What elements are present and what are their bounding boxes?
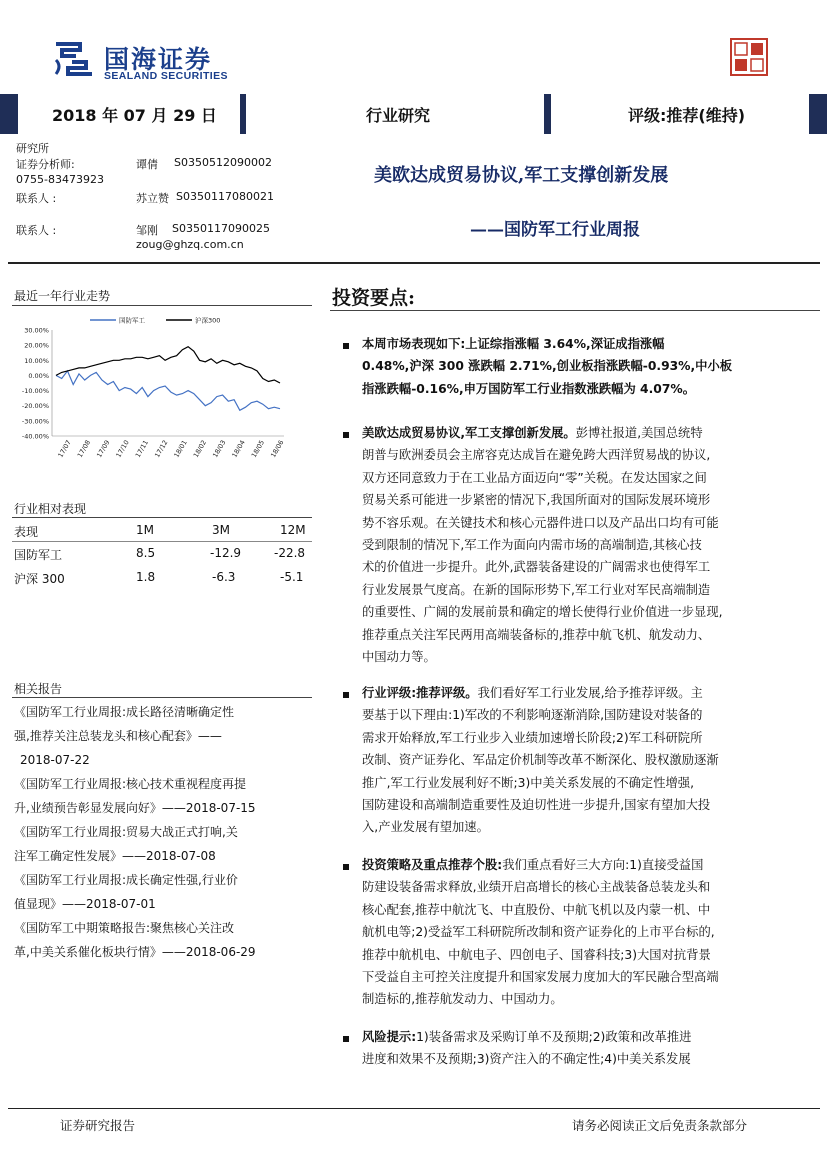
analyst-3-id: S0350117090025 <box>172 222 270 235</box>
perf-header-rule <box>12 541 312 542</box>
x-tick-label: 17/09 <box>95 438 112 459</box>
point-risk-lead: 风险提示: <box>362 1030 417 1044</box>
point-market: 本周市场表现如下:上证综指涨幅 3.64%,深证成指涨幅 0.48%,沪深 300 涨跌幅 2.71%,创业板指涨跌幅-0.93%,中小板 指涨跌幅-0.16%,申万国防军工行业指数涨跌幅为 4.07%。 <box>362 337 733 396</box>
y-tick-label: 10.00% <box>24 356 49 365</box>
y-tick-label: 0.00% <box>28 371 49 380</box>
dept-label: 研究所 <box>16 142 49 155</box>
report-category: 行业研究 <box>366 106 431 125</box>
perf-row-defense-label: 国防军工 <box>14 548 63 562</box>
perf-row-hs300-1m: 1.8 <box>136 570 156 584</box>
legend-label: 国防军工 <box>119 316 145 325</box>
perf-row-hs300-12m: -5.1 <box>280 570 304 584</box>
perf-row-hs300-3m: -6.3 <box>212 570 236 584</box>
key-points-rule <box>330 310 820 311</box>
related-line[interactable]: 《国防军工行业周报:成长确定性强,行业价 <box>14 873 238 887</box>
key-points-title: 投资要点: <box>332 287 416 309</box>
bullet-icon <box>343 864 349 870</box>
point-strategy: 投资策略及重点推荐个股:我们重点看好三大方向:1)直接受益国 防建设装备需求释放,业绩开启高增长的核心主战装备总装龙头和 核心配套,推荐中航沈飞、中直股份、中航飞机以及内蒙一机、中 航机电等;2)受益军工科研院所改制和资产证券化的上市平台标的, 推荐中航机电、中航电子、四创电子、国睿科技;3)大国对抗背景 下受益自主可控关注度提升和国家发展力度加大的军民融合型高端 制造标的,推荐航发动力、中国动力。 <box>362 858 719 1007</box>
perf-row-defense-12m: -22.8 <box>274 546 306 560</box>
x-tick-label: 18/03 <box>211 438 228 459</box>
related-line[interactable]: 《国防军工行业周报:核心技术重视程度再提 <box>14 777 247 791</box>
point-risk: 风险提示:1)装备需求及采购订单不及预期;2)政策和改革推进 进度和效果不及预期;3)资产注入的不确定性;4)中美关系发展 <box>362 1030 692 1067</box>
logo-english-name: SEALAND SECURITIES <box>104 70 228 82</box>
analyst-2-name: 苏立赞 <box>136 192 169 205</box>
y-tick-label: -40.00% <box>21 432 49 441</box>
sealand-logo-icon <box>52 40 96 78</box>
perf-header-1m: 1M <box>136 523 154 537</box>
report-date: 2018 年 07 月 29 日 <box>52 106 217 125</box>
x-tick-label: 18/05 <box>249 438 267 459</box>
industry-trend-chart <box>12 310 312 470</box>
analyst-1-phone: 0755-83473923 <box>16 173 104 186</box>
y-tick-label: -20.00% <box>21 402 49 411</box>
perf-row-hs300-label: 沪深 300 <box>14 572 65 586</box>
x-tick-label: 17/07 <box>56 438 73 459</box>
related-line[interactable]: 《国防军工中期策略报告:聚焦核心关注改 <box>14 921 235 935</box>
perf-row-defense-3m: -12.9 <box>210 546 242 560</box>
footer-divider <box>8 1108 820 1109</box>
analyst-2-role: 联系人 : <box>16 192 57 205</box>
chart-title-rule <box>12 305 312 306</box>
header-divider <box>8 262 820 264</box>
x-tick-label: 17/12 <box>153 438 170 459</box>
bullet-icon <box>343 692 349 698</box>
series-line-沪深300 <box>56 347 280 383</box>
analyst-3-name: 邹刚 <box>136 224 158 237</box>
research-stamp-icon <box>730 38 768 76</box>
logo-chinese-name: 国海证券 <box>104 45 213 74</box>
perf-header-12m: 12M <box>280 523 306 537</box>
point-trade-lead: 美欧达成贸易协议,军工支撑创新发展。 <box>362 426 576 440</box>
footer-disclaimer: 请务必阅读正文后免责条款部分 <box>572 1118 748 1133</box>
point-market-lead: 本周市场表现如下: <box>362 337 466 351</box>
related-line[interactable]: 《国防军工行业周报:成长路径清晰确定性 <box>14 705 235 719</box>
analyst-1-name: 谭倩 <box>136 158 158 171</box>
report-banner <box>0 94 827 134</box>
report-subtitle: ——国防军工行业周报 <box>470 220 640 240</box>
y-tick-label: 30.00% <box>24 326 49 335</box>
perf-header-3m: 3M <box>212 523 230 537</box>
related-line[interactable]: 革,中美关系催化板块行情》——2018-06-29 <box>14 945 256 959</box>
analyst-1-role: 证券分析师: <box>16 158 75 171</box>
bullet-icon <box>343 1036 349 1042</box>
x-tick-label: 17/08 <box>75 438 93 459</box>
bullet-icon <box>343 343 349 349</box>
analyst-1-id: S0350512090002 <box>174 156 272 169</box>
x-tick-label: 18/01 <box>172 438 189 459</box>
series-line-国防军工 <box>56 371 280 410</box>
y-tick-label: -10.00% <box>21 387 49 396</box>
related-line[interactable]: 强,推荐关注总装龙头和核心配套》—— <box>14 729 222 743</box>
x-tick-label: 18/02 <box>191 438 209 459</box>
report-title: 美欧达成贸易协议,军工支撑创新发展 <box>374 165 669 186</box>
report-rating: 评级:推荐(维持) <box>628 106 746 125</box>
perf-top-rule <box>12 517 312 518</box>
related-rule <box>12 697 312 698</box>
chart-section-title: 最近一年行业走势 <box>14 289 111 303</box>
x-tick-label: 17/11 <box>133 438 151 459</box>
point-rating: 行业评级:推荐评级。我们看好军工行业发展,给予推荐评级。主 要基于以下理由:1)军改的不利影响逐渐消除,国防建设对装备的 需求开始释放,军工行业步入业绩加速增长阶段;2)军工科研院所 改制、资产证券化、军品定价机制等改革不断深化、股权激励逐渐 推广,军工行业发展利好不断;3)中美关系发展的不确定性增强, 国防建设和高端制造重要性及迫切性进一步提升,国家有望加大投 入,产业发展有望加速。 <box>362 686 719 835</box>
y-tick-label: 20.00% <box>24 341 49 350</box>
perf-section-title: 行业相对表现 <box>14 502 87 516</box>
related-line[interactable]: 值显现》——2018-07-01 <box>14 897 156 911</box>
analyst-2-id: S0350117080021 <box>176 190 274 203</box>
perf-header-label: 表现 <box>14 525 39 539</box>
analyst-3-role: 联系人 : <box>16 224 57 237</box>
related-line[interactable]: 《国防军工行业周报:贸易大战正式打响,关 <box>14 825 238 839</box>
analyst-3-email[interactable]: zoug@ghzq.com.cn <box>136 238 244 251</box>
related-reports-list <box>14 700 314 964</box>
perf-row-defense-1m: 8.5 <box>136 546 156 560</box>
x-tick-label: 18/04 <box>230 438 247 459</box>
related-section-title: 相关报告 <box>14 682 63 696</box>
x-tick-label: 17/10 <box>114 438 131 459</box>
related-line[interactable]: 升,业绩预告彰显发展向好》——2018-07-15 <box>14 801 256 815</box>
y-tick-label: -30.00% <box>21 417 49 426</box>
point-rating-lead: 行业评级:推荐评级。 <box>362 686 478 700</box>
legend-label: 沪深300 <box>195 316 221 325</box>
x-tick-label: 18/06 <box>269 438 286 459</box>
related-line[interactable]: 注军工确定性发展》——2018-07-08 <box>14 849 216 863</box>
footer-left: 证券研究报告 <box>60 1118 136 1133</box>
bullet-icon <box>343 432 349 438</box>
related-line[interactable]: 2018-07-22 <box>20 753 90 767</box>
point-strategy-lead: 投资策略及重点推荐个股: <box>362 858 503 872</box>
point-trade: 美欧达成贸易协议,军工支撑创新发展。彭博社报道,美国总统特 朗普与欧洲委员会主席容克达成旨在避免跨大西洋贸易战的协议, 双方还同意致力于在工业品方面迈向“零”关税。在发达国家之间 贸易关系可能进一步紧密的情况下,我国所面对的国际发展环境形 势不容乐观。在关键技术和核心元器件进口以及产品出口均有可能 受到限制的情况下,军工作为面向内需市场的高端制造,其核心技 术的价值进一步提升。此外,武器装备建设的广阔需求也使得军工 行业发展景气度高。在新的国际形势下,军工行业对军民高端制造 的重要性、广阔的发展前景和确定的增长使得行业价值进一步显现, 推荐重点关注军民两用高端装备标的,推荐中航飞机、航发动力、 中国动力等。 <box>362 426 723 665</box>
